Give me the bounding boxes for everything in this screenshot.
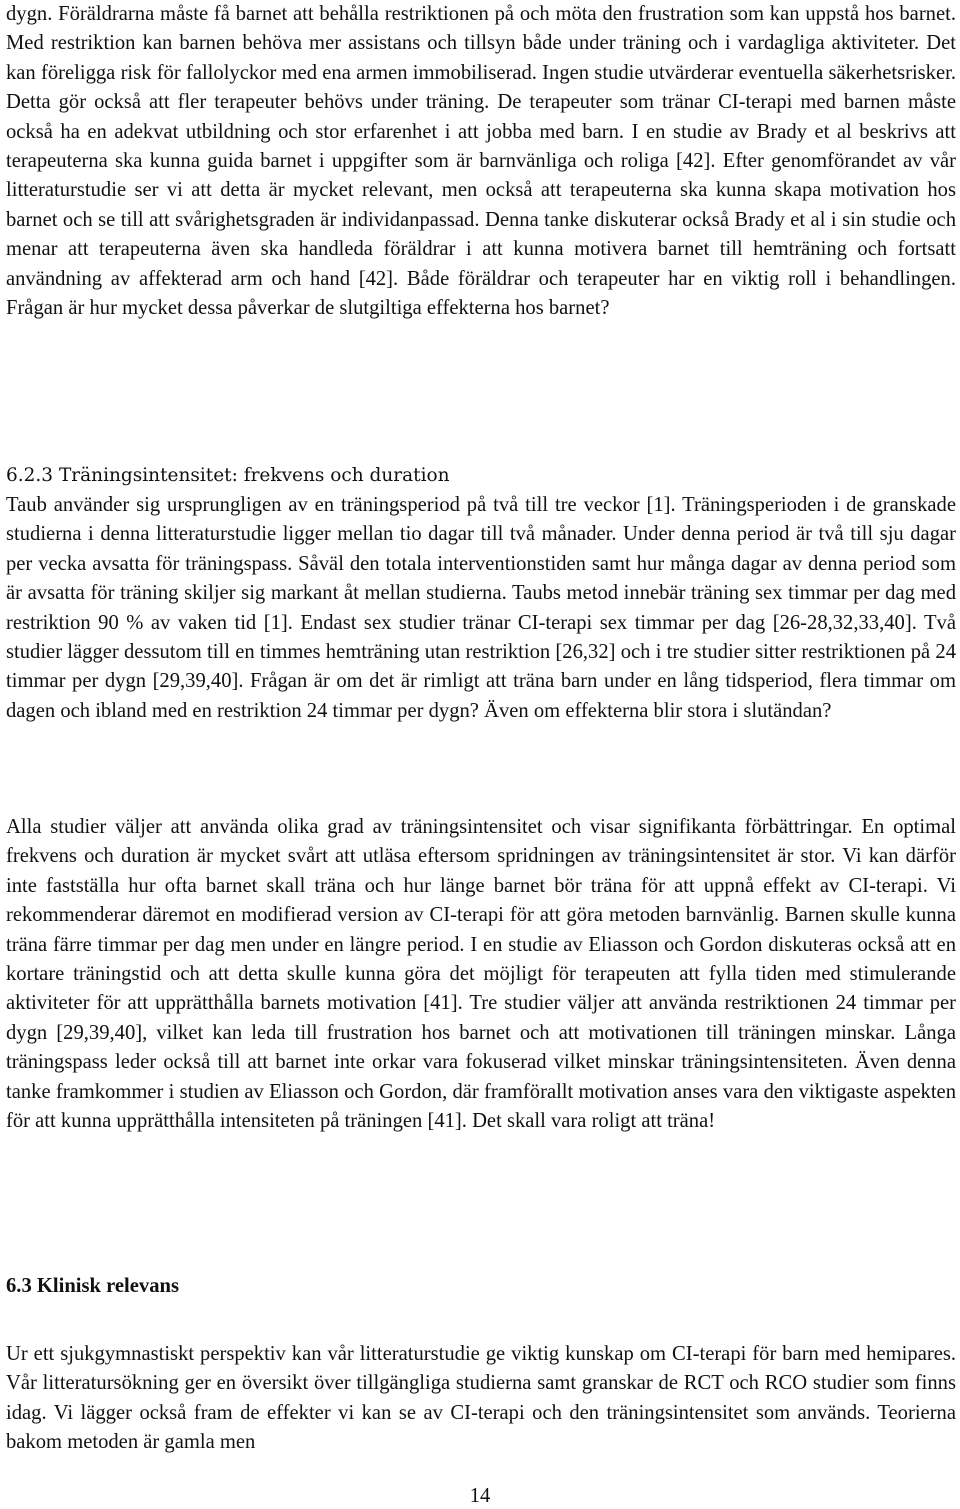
paragraph-training-period: Taub använder sig ursprungligen av en träningsperiod på två till tre veckor [1]. Träningsperioden i de granskade studierna i denna litteraturstudie ligger mellan tio dagar till två månader. Under denna period är två till sju dagar per vecka avsatta för träningspass. Såväl den totala interventionstiden samt hur många dagar av denna period som är avsatta för träning skiljer sig markant åt mellan studierna. Taubs metod innebär träning sex timmar per dag med restriktion 90 % av vaken tid [1]. Endast sex studier tränar CI-terapi sex timmar per dag [26-28,32,33,40]. Två studier lägger dessutom till en timmes hemträning utan restriktion [26,32] och i tre studier sitter restriktionen på 24 timmar per dygn [29,39,40]. Frågan är om det är rimligt att träna barn under en lång tidsperiod, flera timmar om dagen och ibland med en restriktion 24 timmar per dygn? Även om effekterna blir stora i slutändan?: [6, 494, 956, 722]
section-heading-training-intensity: 6.2.3 Träningsintensitet: frekvens och duration: [6, 465, 450, 486]
page-number: 14: [469, 1485, 491, 1507]
paragraph-training-intensity-recommendation: Alla studier väljer att använda olika grad av träningsintensitet och visar signifikanta förbättringar. En optimal frekvens och duration är mycket svårt att utläsa eftersom spridningen av träningsintensitet är stor. Vi kan därför inte fastställa hur ofta barnet skall träna och hur länge barnet bör träna för att uppnå effekt av CI-terapi. Vi rekommenderar däremot en modifierad version av CI-terapi för att göra metoden barnvänlig. Barnen skulle kunna träna färre timmar per dag men under en längre period. I en studie av Eliasson och Gordon diskuteras också att en kortare träningstid och att detta skulle kunna göra det möjligt för terapeuten att fylla tiden med stimulerande aktiviteter för att upprätthålla barnets motivation [41]. Tre studier väljer att använda restriktionen 24 timmar per dygn [29,39,40], vilket kan leda till frustration hos barnet och att motivationen till träningen minskar. Långa träningspass leder också till att barnet inte orkar vara fokuserad vilket minskar träningsintensiteten. Även denna tanke framkommer i studien av Eliasson och Gordon, där framförallt motivation anses vara den viktigaste aspekten för att kunna upprätthålla intensiteten på träningen [41]. Det skall vara roligt att träna!: [6, 816, 956, 1133]
paragraph-clinical-relevance: Ur ett sjukgymnastiskt perspektiv kan vår litteraturstudie ge viktig kunskap om CI-terapi för barn med hemipares. Vår litteratursökning ger en översikt över tillgängliga studierna samt granskar de RCT och RCO studier som finns idag. Vi lägger också fram de effekter vi kan se av CI-terapi och den träningsintensitet som används. Teorierna bakom metoden är gamla men: [6, 1343, 956, 1454]
paragraph-restriction-discussion: dygn. Föräldrarna måste få barnet att behålla restriktionen på och möta den frustration som kan uppstå hos barnet. Med restriktion kan barnen behöva mer assistans och tillsyn både under träning och i vardagliga aktiviteter. Det kan föreligga risk för fallolyckor med ena armen immobiliserad. Ingen studie utvärderar eventuella säkerhetsrisker. Detta gör också att fler terapeuter behövs under träning. De terapeuter som tränar CI-terapi med barnen måste också ha en adekvat utbildning och stor erfarenhet i att jobba med barn. I en studie av Brady et al beskrivs att terapeuterna ska kunna guida barnet i uppgifter som är barnvänliga och roliga [42]. Efter genomförandet av vår litteraturstudie ser vi att detta är mycket relevant, men också att terapeuterna ska kunna skapa motivation hos barnet och se till att svårighetsgraden är individanpassad. Denna tanke diskuterar också Brady et al i sin studie och menar att terapeuterna även ska handleda föräldrar i att kunna motivera barnet till hemträning och fortsatt användning av affekterad arm och hand [42]. Både föräldrar och terapeuter har en viktig roll i behandlingen. Frågan är hur mycket dessa påverkar de slutgiltiga effekterna hos barnet?: [6, 3, 956, 320]
section-heading-clinical-relevance: 6.3 Klinisk relevans: [6, 1275, 179, 1297]
